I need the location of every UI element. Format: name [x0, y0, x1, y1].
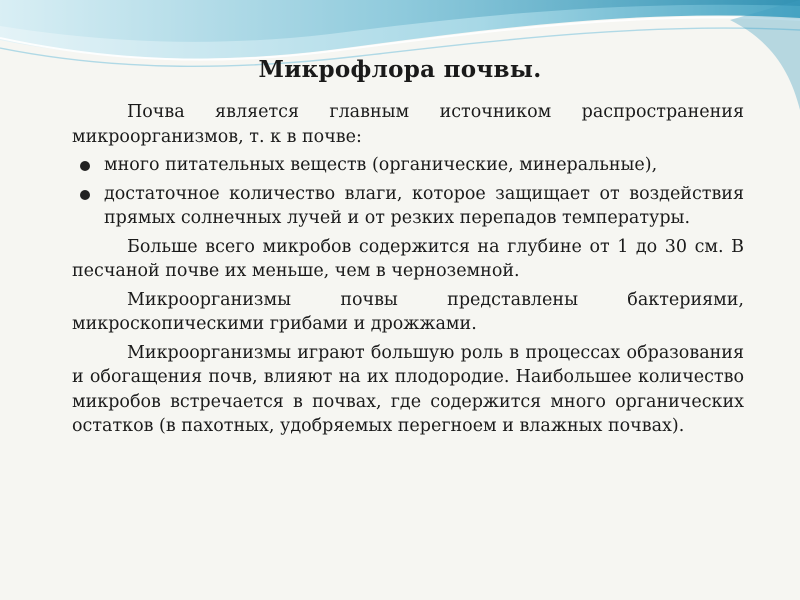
bullet-text: много питательных веществ (органические, минеральные),	[104, 155, 658, 175]
body-paragraph: Микроорганизмы почвы представлены бактериями, микроскопическими грибами и дрожжами.	[72, 289, 744, 334]
slide-body	[72, 100, 744, 443]
intro-paragraph: Почва является главным источником распространения микроорганизмов, т. к в почве:	[72, 102, 744, 147]
bullet-icon	[80, 190, 90, 200]
body-paragraph: Больше всего микробов содержится на глубине от 1 до 30 см. В песчаной почве их меньше, чем в черноземной.	[72, 236, 744, 281]
bullet-item	[72, 153, 744, 178]
bullet-icon	[80, 161, 90, 171]
bullet-item	[72, 182, 744, 231]
bullet-text: достаточное количество влаги, которое защищает от воздействия прямых солнечных лучей и от резких перепадов температуры.	[104, 183, 744, 228]
slide-title: Микрофлора почвы.	[258, 56, 542, 83]
body-paragraph: Микроорганизмы играют большую роль в процессах образования и обогащения почв, влияют на их плодородие. Наибольшее количество микробов встречается в почвах, где содержится много органических остатков (в пахотных, удобряемых перегноем и влажных почвах).	[72, 342, 744, 436]
